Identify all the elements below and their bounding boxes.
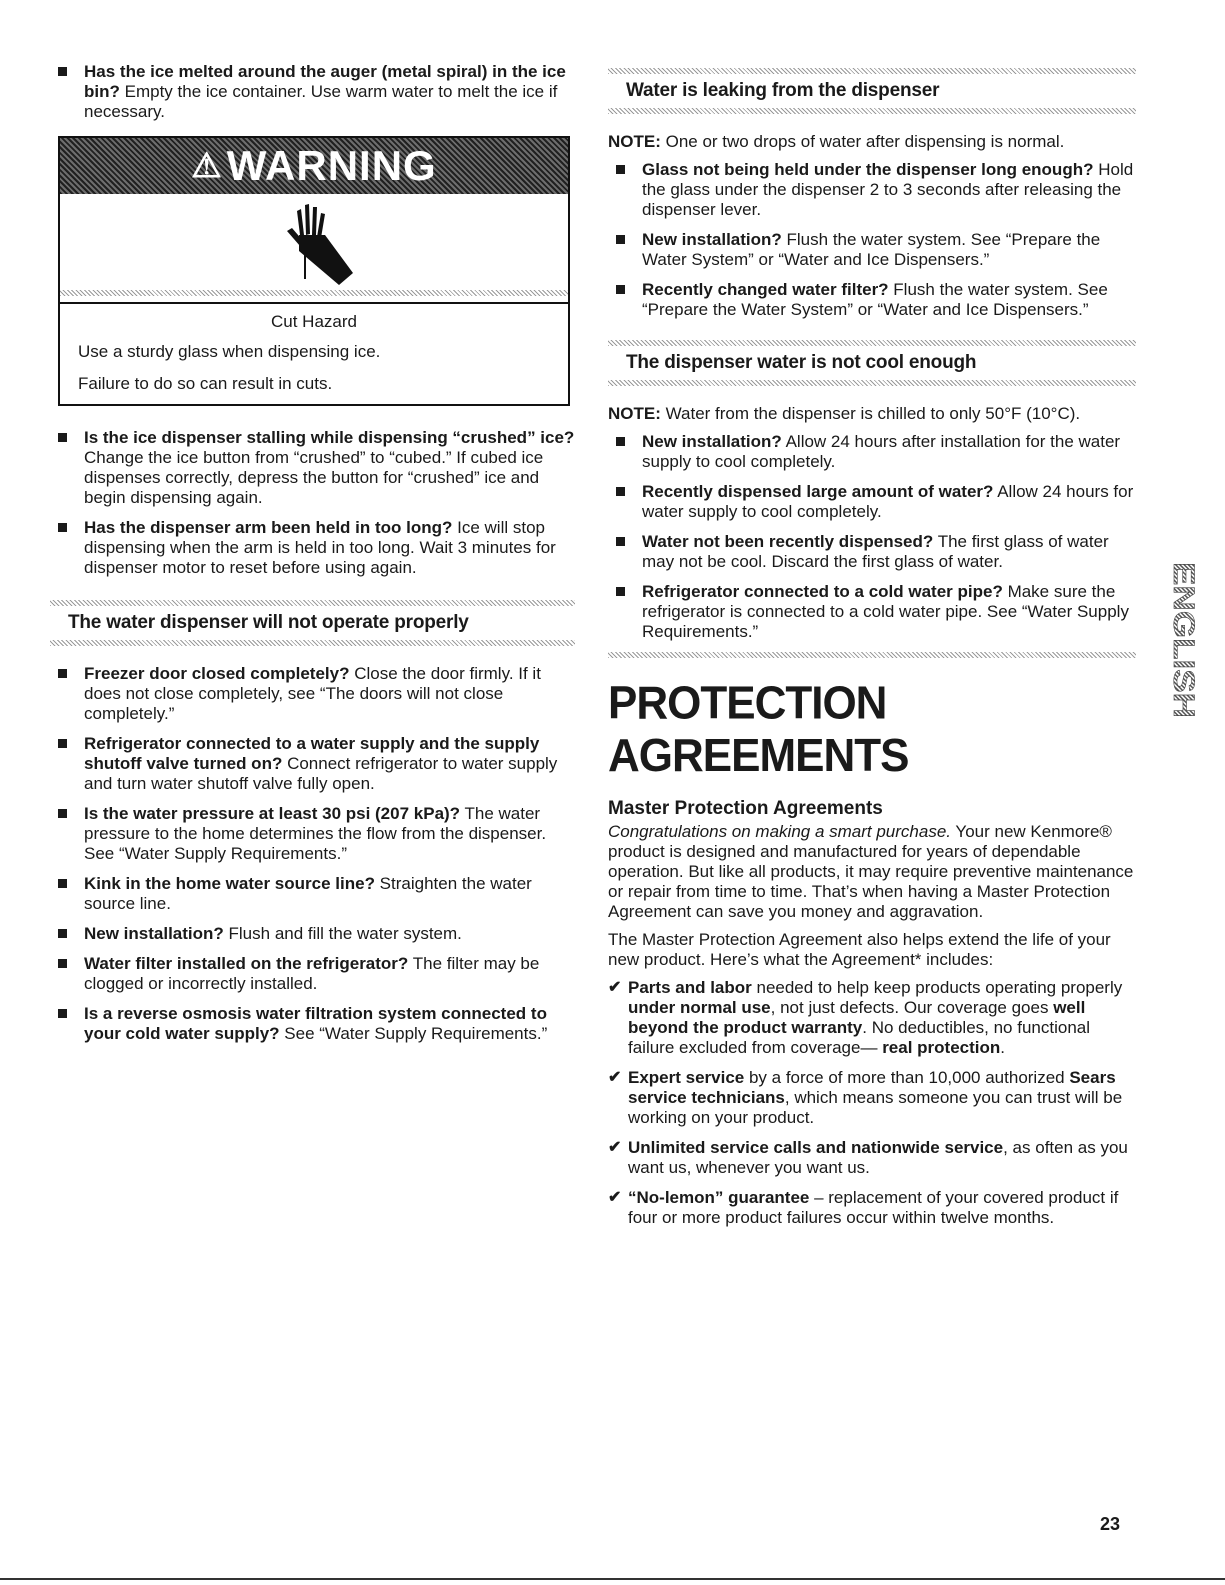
list-item — [608, 582, 1136, 642]
page-heading: PROTECTION AGREEMENTS — [608, 677, 909, 782]
warning-header — [60, 138, 568, 194]
list-item — [50, 804, 575, 864]
answer: Empty the ice container. Use warm water to melt the ice if necessary. — [84, 82, 558, 121]
list-item — [50, 874, 575, 914]
list-item — [50, 1004, 575, 1044]
divider — [608, 652, 1136, 658]
answer: Ice will stop dispensing when the arm is held in too long. Wait 3 minutes for dispenser motor to reset before using again. — [84, 518, 556, 577]
bold-text: Expert service — [628, 1068, 745, 1087]
answer: Flush and fill the water system. — [223, 924, 462, 943]
warning-line: Failure to do so can result in cuts. — [78, 374, 333, 393]
section-title: The dispenser water is not cool enough — [626, 352, 977, 373]
text: by a force of more than 10,000 authorized — [744, 1068, 1070, 1087]
question: Has the dispenser arm been held in too long? — [84, 518, 453, 537]
question: Has the ice melted around the auger (metal spiral) in the ice bin? — [84, 62, 566, 101]
bold-text: under normal use — [628, 998, 771, 1017]
list-item — [608, 160, 1136, 220]
page-number: 23 — [1100, 1514, 1121, 1534]
note-text: One or two drops of water after dispensing is normal. — [660, 132, 1065, 151]
answer: Change the ice button from “crushed” to “cubed.” If cubed ice dispenses correctly, depress the button for “crushed” ice and begin dispensing again. — [84, 448, 544, 507]
section-header — [608, 68, 1136, 124]
list-item — [50, 734, 575, 794]
checklist-item — [608, 1068, 1136, 1128]
bold-text: Sears service technicians — [628, 1068, 1116, 1107]
answer: Connect refrigerator to water supply and turn water shutoff valve fully open. — [84, 754, 558, 793]
divider — [608, 108, 1136, 114]
divider — [50, 640, 575, 646]
divider — [608, 380, 1136, 386]
list-item — [50, 954, 575, 994]
question: Recently changed water filter? — [642, 280, 889, 299]
side-tab-label: ENGLISH — [1167, 562, 1200, 696]
answer: See “Water Supply Requirements.” — [279, 1024, 548, 1043]
bold-text: real protection — [882, 1038, 1001, 1057]
warning-line: Use a sturdy glass when dispensing ice. — [78, 342, 381, 361]
text: . — [1000, 1038, 1006, 1057]
list-item — [608, 280, 1136, 320]
answer: Flush the water system. See “Prepare the Water System” or “Water and Ice Dispensers.” — [642, 230, 1101, 269]
text: , not just defects. Our coverage goes — [770, 998, 1054, 1017]
warning-title: WARNING — [226, 142, 437, 189]
bold-text: Unlimited service calls and nationwide service — [628, 1138, 1004, 1157]
question: Freezer door closed completely? — [84, 664, 350, 683]
paragraph: The Master Protection Agreement also helps extend the life of your new product. Here’s what the Agreement* includes: — [608, 930, 1111, 969]
bold-text: “No-lemon” guarantee — [628, 1188, 810, 1207]
answer: Hold the glass under the dispenser 2 to 3 seconds after releasing the dispenser lever. — [642, 160, 1134, 219]
text: . No deductibles, no functional failure excluded from coverage— — [628, 1018, 1091, 1057]
question: New installation? — [642, 230, 782, 249]
list-item — [50, 518, 575, 578]
question: New installation? — [84, 924, 224, 943]
answer: Flush the water system. See “Prepare the Water System” or “Water and Ice Dispensers.” — [642, 280, 1108, 319]
note-label: NOTE: — [608, 132, 661, 151]
question: Kink in the home water source line? — [84, 874, 375, 893]
bold-text: Parts and labor — [628, 978, 752, 997]
warning-box — [58, 136, 570, 406]
section-header — [50, 590, 575, 656]
cut-hazard-hand-icon — [60, 194, 568, 302]
question: Refrigerator connected to a water supply and the supply shutoff valve turned on? — [84, 734, 540, 773]
list-item — [608, 532, 1136, 572]
note-label: NOTE: — [608, 404, 661, 423]
list-item — [608, 230, 1136, 270]
text: needed to help keep products operating properly — [751, 978, 1123, 997]
text: , which means someone you can trust will be working on your product. — [628, 1088, 1123, 1127]
answer: The water pressure to the home determines the flow from the dispenser. See “Water Supply Requirements.” — [84, 804, 547, 863]
section-header — [608, 330, 1136, 396]
warning-triangle-icon: ⚠ — [191, 147, 223, 185]
answer: Allow 24 hours for water supply to cool completely. — [642, 482, 1134, 521]
checklist-item — [608, 1138, 1136, 1178]
note — [608, 132, 1136, 152]
question: Recently dispensed large amount of water? — [642, 482, 994, 501]
question: Is the water pressure at least 30 psi (207 kPa)? — [84, 804, 461, 823]
list-item — [50, 924, 575, 944]
intro-italic: Congratulations on making a smart purchase. — [608, 822, 952, 841]
list-item — [50, 664, 575, 724]
hazard-name: Cut Hazard — [271, 312, 357, 331]
question: New installation? — [642, 432, 782, 451]
question: Water not been recently dispensed? — [642, 532, 934, 551]
warning-body — [60, 302, 568, 404]
list-item — [608, 432, 1136, 472]
subheading: Master Protection Agreements — [608, 798, 883, 819]
text: , as often as you want us, whenever you want us. — [628, 1138, 1128, 1177]
list-item — [50, 62, 575, 122]
note — [608, 404, 1136, 424]
language-side-tab — [1152, 560, 1200, 720]
left-column — [50, 62, 575, 1054]
checklist-item — [608, 1188, 1136, 1228]
question: Is the ice dispenser stalling while dispensing “crushed” ice? — [84, 428, 575, 447]
list-item — [50, 428, 575, 508]
answer: The first glass of water may not be cool. Discard the first glass of water. — [642, 532, 1109, 571]
list-item — [608, 482, 1136, 522]
answer: Make sure the refrigerator is connected to a cold water pipe. See “Water Supply Requirements.” — [642, 582, 1129, 641]
right-column — [608, 68, 1136, 1238]
answer: Allow 24 hours after installation for the water supply to cool completely. — [642, 432, 1121, 471]
text: – replacement of your covered product if four or more product failures occur within twelve months. — [628, 1188, 1119, 1227]
checklist-item — [608, 978, 1136, 1058]
intro-text: Your new Kenmore® product is designed and manufactured for years of dependable operation. But like all products, it may require preventive maintenance or repair from time to time. That’s when having a Master Protection Agreement can save you money and aggravation. — [608, 822, 1134, 921]
section-title: Water is leaking from the dispenser — [626, 80, 940, 101]
question: Is a reverse osmosis water filtration system connected to your cold water supply? — [84, 1004, 547, 1043]
section-title: The water dispenser will not operate properly — [68, 612, 469, 633]
question: Glass not being held under the dispenser long enough? — [642, 160, 1094, 179]
answer: Straighten the water source line. — [84, 874, 532, 913]
bold-text: well beyond the product warranty — [628, 998, 1086, 1037]
answer: Close the door firmly. If it does not close completely, see “The doors will not close completely.” — [84, 664, 541, 723]
answer: The filter may be clogged or incorrectly installed. — [84, 954, 540, 993]
note-text: Water from the dispenser is chilled to only 50°F (10°C). — [660, 404, 1081, 423]
question: Water filter installed on the refrigerator? — [84, 954, 409, 973]
page-bottom-rule — [0, 1578, 1225, 1580]
paragraph — [608, 822, 1136, 922]
question: Refrigerator connected to a cold water pipe? — [642, 582, 1003, 601]
